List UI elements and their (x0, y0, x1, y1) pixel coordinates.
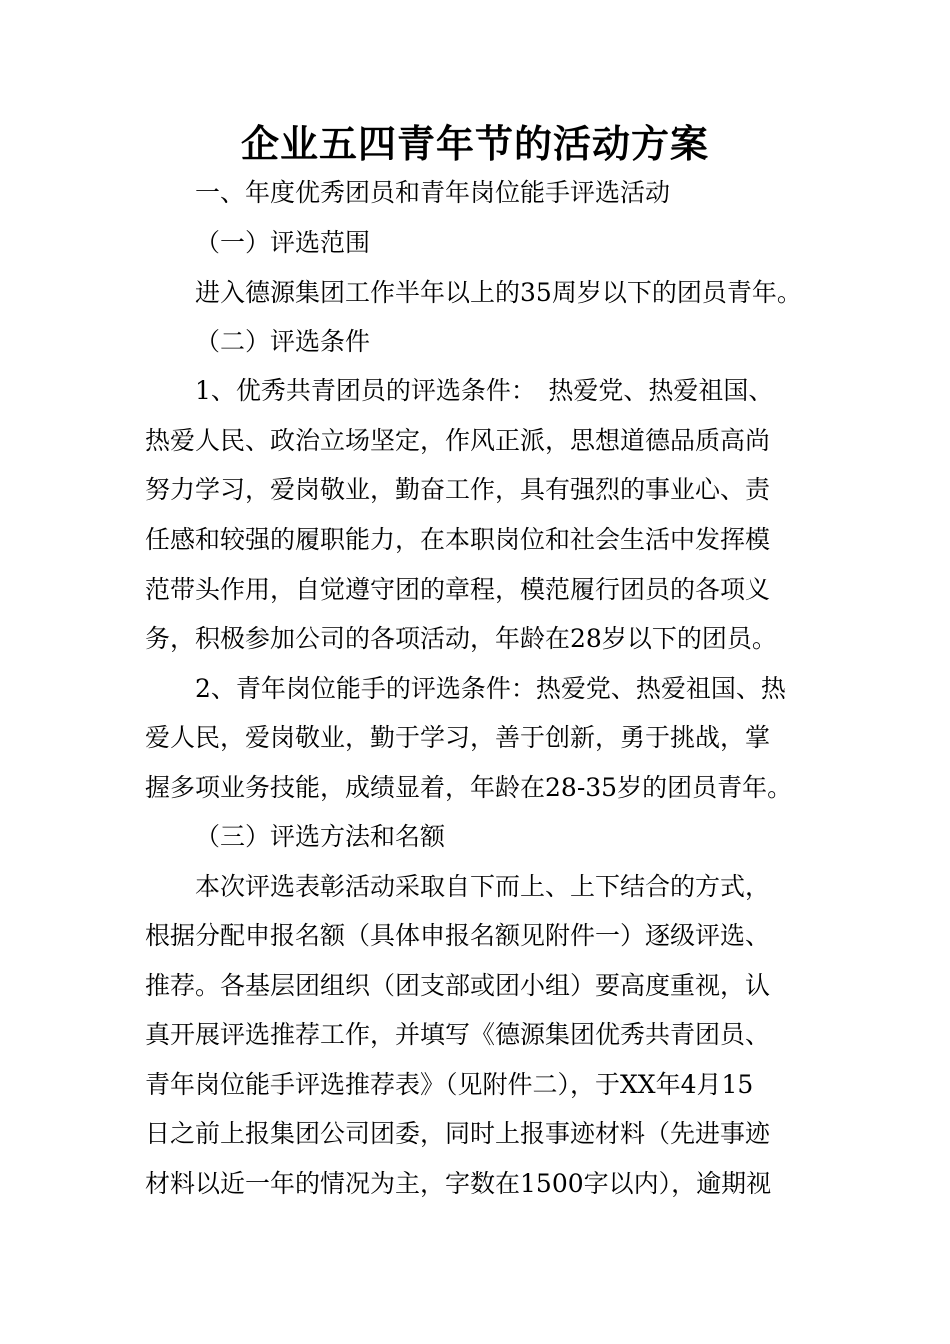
section-heading-1: 一、年度优秀团员和青年岗位能手评选活动 (195, 178, 671, 207)
paragraph-line: 努力学习，爱岗敬业，勤奋工作，具有强烈的事业心、责 (145, 475, 771, 504)
paragraph-line: 热爱人民、政治立场坚定，作风正派，思想道德品质高尚 (145, 426, 771, 455)
paragraph-line: 进入德源集团工作半年以上的35周岁以下的团员青年。 (195, 278, 802, 307)
paragraph-line: 2、青年岗位能手的评选条件：热爱党、热爱祖国、热 (195, 674, 786, 703)
paragraph-line: 推荐。各基层团组织（团支部或团小组）要高度重视，认 (145, 971, 771, 1000)
subsection-heading-scope: （一）评选范围 (195, 228, 371, 257)
paragraph-line: 根据分配申报名额（具体申报名额见附件一）逐级评选、 (145, 921, 771, 950)
paragraph-line: 1、优秀共青团员的评选条件： 热爱党、热爱祖国、 (195, 376, 774, 405)
subsection-heading-method: （三）评选方法和名额 (195, 822, 446, 851)
paragraph-line: 本次评选表彰活动采取自下而上、上下结合的方式， (195, 872, 771, 901)
subsection-heading-conditions: （二）评选条件 (195, 327, 371, 356)
paragraph-line: 握多项业务技能，成绩显着，年龄在28-35岁的团员青年。 (145, 773, 793, 802)
paragraph-line: 范带头作用，自觉遵守团的章程，模范履行团员的各项义 (145, 575, 771, 604)
paragraph-line: 青年岗位能手评选推荐表》（见附件二），于XX年4月15 (145, 1070, 754, 1099)
paragraph-line: 爱人民，爱岗敬业，勤于学习，善于创新，勇于挑战，掌 (145, 723, 771, 752)
document-title: 企业五四青年节的活动方案 (240, 121, 709, 166)
paragraph-line: 材料以近一年的情况为主，字数在1500字以内），逾期视 (145, 1169, 772, 1198)
paragraph-line: 日之前上报集团公司团委，同时上报事迹材料（先进事迹 (145, 1119, 771, 1148)
paragraph-line: 真开展评选推荐工作，并填写《德源集团优秀共青团员、 (145, 1020, 771, 1049)
paragraph-line: 务，积极参加公司的各项活动，年龄在28岁以下的团员。 (145, 624, 777, 653)
paragraph-line: 任感和较强的履职能力，在本职岗位和社会生活中发挥模 (145, 525, 771, 554)
